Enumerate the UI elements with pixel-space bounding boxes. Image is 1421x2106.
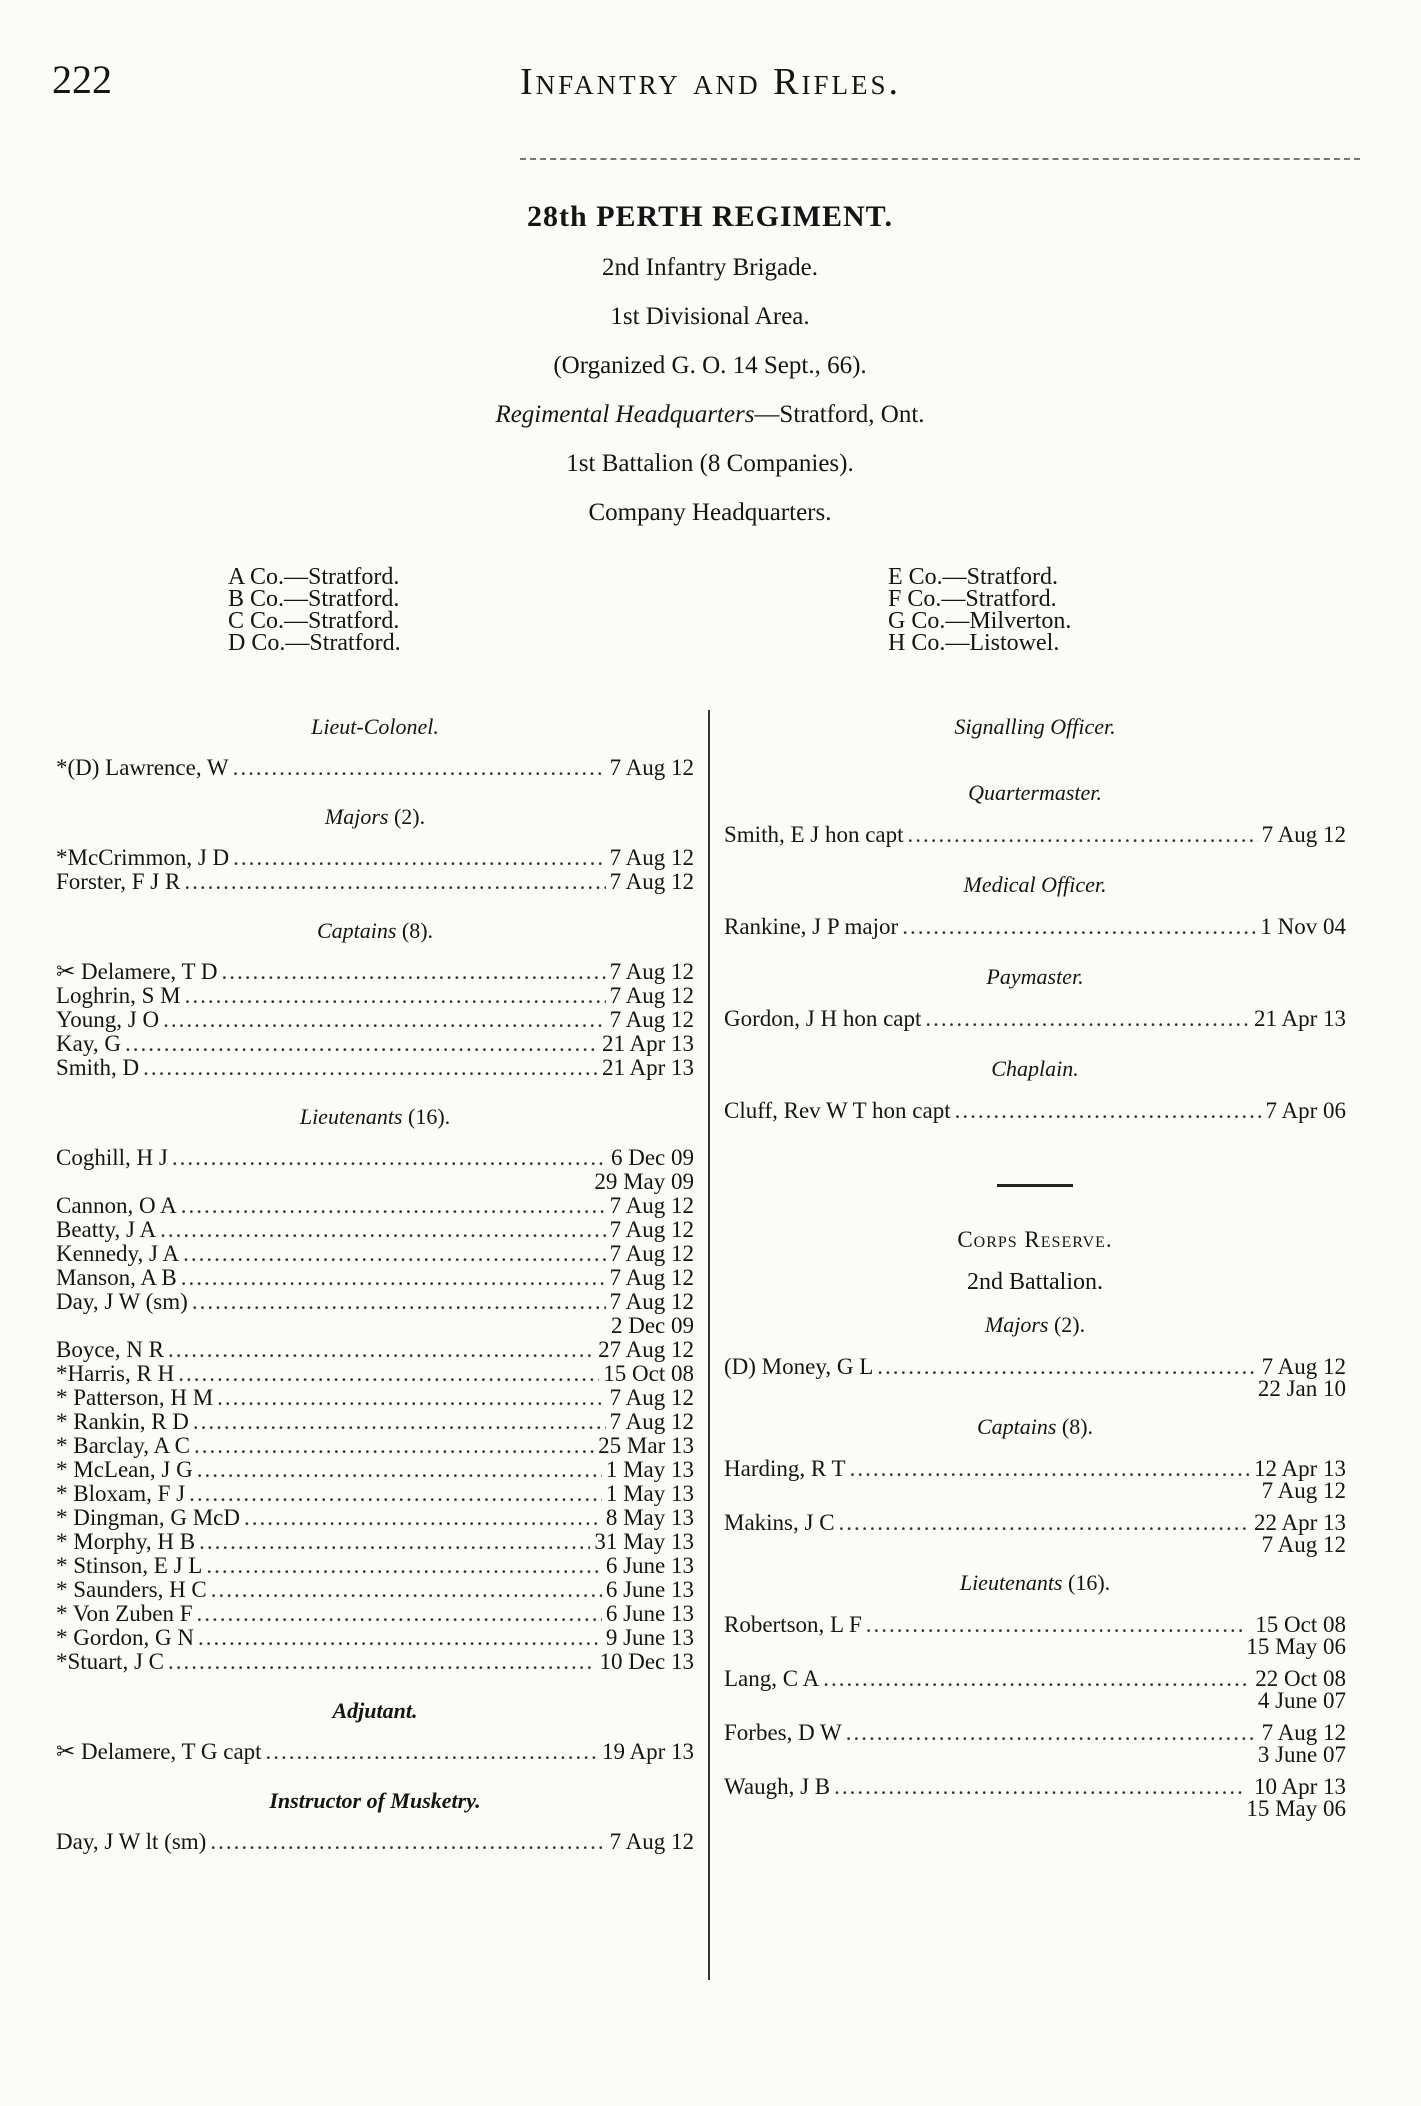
officer-name: Forbes, D W — [724, 1720, 842, 1745]
officer-name: Lang, C A — [724, 1666, 820, 1691]
leader-dots — [266, 1740, 598, 1764]
appointment-date: 7 Aug 12 — [609, 755, 694, 780]
officer-entry — [724, 1456, 1346, 1502]
appointment-date: 7 Aug 12 — [609, 1829, 694, 1854]
regiment-header — [330, 200, 1090, 548]
appointment-date: 7 Aug 12 — [1261, 1532, 1346, 1557]
officer-name: Boyce, N R — [56, 1337, 164, 1362]
leader-dots — [181, 1266, 606, 1290]
officer-name: ✂ Delamere, T G capt — [56, 1739, 262, 1764]
officer-name: Rankine, J P major — [724, 914, 899, 939]
appointment-date: 21 Apr 13 — [602, 1055, 694, 1080]
officer-entry — [56, 1338, 694, 1362]
officer-entry — [56, 1530, 694, 1554]
appointment-date: 15 Oct 08 — [603, 1361, 694, 1386]
section-heading — [56, 1698, 694, 1724]
leader-dots — [160, 1218, 606, 1242]
battalion-line: 1st Battalion (8 Companies). — [566, 450, 854, 477]
officer-entry — [724, 1006, 1346, 1032]
officer-entry — [56, 1194, 694, 1218]
officer-entry — [56, 846, 694, 870]
section-gap — [56, 1674, 694, 1684]
companies-left — [228, 566, 401, 654]
appointment-date: 1 Nov 04 — [1260, 914, 1346, 939]
section-gap — [724, 940, 1346, 950]
regiment-title: 28th PERTH REGIMENT. — [527, 200, 893, 233]
appointment-date: 6 June 13 — [605, 1553, 694, 1578]
section-heading — [724, 1312, 1346, 1338]
officer-entry — [724, 1354, 1346, 1400]
appointment-date: 6 Dec 09 — [610, 1145, 694, 1170]
section-gap — [56, 780, 694, 790]
officer-entry — [56, 1554, 694, 1578]
section-gap — [724, 1032, 1346, 1042]
officer-name: Makins, J C — [724, 1510, 835, 1535]
leader-dots — [210, 1830, 605, 1854]
officer-entry — [724, 1612, 1346, 1658]
officer-entry — [56, 1242, 694, 1266]
appointment-date: 22 Oct 08 — [1255, 1666, 1346, 1691]
section-heading-text: Lieutenants — [299, 1104, 403, 1129]
officer-name: * Barclay, A C — [56, 1433, 190, 1458]
officer-name: Forster, F J R — [56, 869, 181, 894]
regimental-hq-label: Regimental Headquarters — [495, 401, 755, 428]
leader-dots — [193, 1410, 606, 1434]
leader-dots — [185, 984, 606, 1008]
divisional-area-line: 1st Divisional Area. — [610, 303, 810, 330]
officer-entry — [56, 870, 694, 894]
appointment-date: 10 Apr 13 — [1254, 1774, 1346, 1799]
running-head: Infantry and Rifles. — [519, 61, 902, 103]
officer-entry — [56, 1266, 694, 1290]
officer-name: ✂ Delamere, T D — [56, 959, 218, 984]
leader-dots — [244, 1506, 602, 1530]
leader-dots — [908, 822, 1258, 848]
section-heading — [56, 1788, 694, 1814]
officer-name: Smith, E J hon capt — [724, 822, 904, 847]
leader-dots — [233, 756, 606, 780]
section-gap — [724, 756, 1346, 766]
officer-name: *Harris, R H — [56, 1361, 175, 1386]
header-rule — [520, 158, 1360, 160]
leader-dots — [823, 1666, 1251, 1692]
section-heading — [56, 714, 694, 740]
officer-name: Gordon, J H hon capt — [724, 1006, 922, 1031]
company-entry: B Co.—Stratford. — [228, 586, 400, 612]
leader-dots — [194, 1434, 594, 1458]
leader-dots — [184, 870, 605, 894]
appointment-date: 4 June 07 — [1257, 1688, 1346, 1713]
officer-name: *McCrimmon, J D — [56, 845, 230, 870]
section-heading-text: Paymaster. — [986, 964, 1084, 989]
officer-entry — [56, 1056, 694, 1080]
appointment-date: 7 Aug 12 — [609, 1409, 694, 1434]
appointment-date: 2 Dec 09 — [610, 1313, 694, 1338]
officer-entry — [56, 756, 694, 780]
section-gap — [56, 894, 694, 904]
officer-name: Cannon, O A — [56, 1193, 177, 1218]
brigade-line: 2nd Infantry Brigade. — [602, 254, 818, 281]
officer-entry — [56, 1314, 694, 1338]
officer-entry — [724, 1510, 1346, 1556]
appointment-dates — [1258, 1356, 1346, 1400]
leader-dots — [877, 1354, 1254, 1380]
appointment-date: 25 Mar 13 — [598, 1433, 694, 1458]
company-entry: C Co.—Stratford. — [228, 608, 400, 634]
appointment-date: 7 Aug 12 — [1261, 1720, 1346, 1745]
leader-dots — [183, 1242, 606, 1266]
company-entry: D Co.—Stratford. — [228, 630, 401, 656]
officer-entry — [56, 1032, 694, 1056]
leader-dots — [850, 1456, 1250, 1482]
section-heading-text: Corps Reserve. — [957, 1227, 1113, 1252]
company-entry: F Co.—Stratford. — [888, 586, 1057, 612]
leader-dots — [866, 1612, 1243, 1638]
officer-entry — [56, 1602, 694, 1626]
appointment-date: 7 Aug 12 — [609, 845, 694, 870]
section-heading-count: (2). — [393, 804, 426, 829]
appointment-date: 7 Aug 12 — [609, 959, 694, 984]
officer-name: * Patterson, H M — [56, 1385, 214, 1410]
section-heading — [56, 804, 694, 830]
officer-entry — [56, 1146, 694, 1170]
section-heading — [56, 1104, 694, 1130]
leader-dots — [211, 1578, 602, 1602]
leader-dots — [172, 1146, 607, 1170]
section-heading-text: Adjutant. — [332, 1698, 418, 1723]
leader-dots — [197, 1458, 602, 1482]
section-heading-text: Lieutenants — [959, 1570, 1063, 1595]
section-heading-text: Instructor of Musketry. — [269, 1788, 481, 1813]
section-heading-text: Lieut-Colonel. — [311, 714, 439, 739]
appointment-date: 10 Dec 13 — [599, 1649, 694, 1674]
section-gap — [724, 1124, 1346, 1134]
companies-right — [888, 566, 1071, 654]
section-heading-text: Chaplain. — [991, 1056, 1079, 1081]
officer-name: Waugh, J B — [724, 1774, 831, 1799]
officer-entry — [724, 914, 1346, 940]
reserve-rule — [997, 1184, 1073, 1187]
section-heading-text: Medical Officer. — [963, 872, 1107, 897]
appointment-date: 3 June 07 — [1257, 1742, 1346, 1767]
leader-dots — [197, 1602, 602, 1626]
officer-entry — [56, 1506, 694, 1530]
appointment-dates — [1254, 1512, 1346, 1556]
officer-entry — [56, 1458, 694, 1482]
appointment-date: 7 Aug 12 — [609, 1217, 694, 1242]
section-heading-text: 2nd Battalion. — [967, 1269, 1103, 1295]
appointment-date: 7 Aug 12 — [1261, 822, 1346, 847]
officer-entry — [56, 1482, 694, 1506]
officer-entry — [56, 1290, 694, 1314]
officer-entry — [56, 984, 694, 1008]
leader-dots — [221, 960, 605, 984]
officer-name: * Bloxam, F J — [56, 1481, 186, 1506]
officer-name: *(D) Lawrence, W — [56, 755, 229, 780]
officer-name: * Von Zuben F — [56, 1601, 193, 1626]
appointment-date: 22 Apr 13 — [1254, 1510, 1346, 1535]
officer-name: * Rankin, R D — [56, 1409, 189, 1434]
leader-dots — [206, 1554, 602, 1578]
officer-entry — [56, 1434, 694, 1458]
left-column — [56, 700, 694, 1864]
section-heading — [724, 1227, 1346, 1253]
section-heading-text: Captains — [316, 918, 397, 943]
appointment-date: 31 May 13 — [594, 1529, 694, 1554]
appointment-date: 27 Aug 12 — [598, 1337, 694, 1362]
leader-dots — [189, 1482, 602, 1506]
section-heading-count: (8). — [401, 918, 434, 943]
officer-name: * Dingman, G McD — [56, 1505, 240, 1530]
officer-entry — [56, 1830, 694, 1854]
officer-entry — [724, 1666, 1346, 1712]
section-heading — [724, 964, 1346, 990]
appointment-date: 7 Aug 12 — [609, 1289, 694, 1314]
leader-dots — [955, 1098, 1262, 1124]
officer-entry — [56, 960, 694, 984]
officer-name: Harding, R T — [724, 1456, 846, 1481]
appointment-date: 29 May 09 — [594, 1169, 694, 1194]
leader-dots — [198, 1626, 602, 1650]
appointment-date: 7 Aug 12 — [609, 1385, 694, 1410]
regimental-hq-line — [330, 401, 1090, 429]
appointment-date: 1 May 13 — [605, 1457, 694, 1482]
right-column — [724, 700, 1346, 1828]
appointment-date: 12 Apr 13 — [1254, 1456, 1346, 1481]
appointment-date: 7 Aug 12 — [609, 983, 694, 1008]
officer-name: Beatty, J A — [56, 1217, 157, 1242]
appointment-dates — [1255, 1668, 1346, 1712]
officer-entry — [56, 1626, 694, 1650]
officer-entry — [56, 1410, 694, 1434]
leader-dots — [217, 1386, 605, 1410]
officer-name: * Gordon, G N — [56, 1625, 194, 1650]
section-heading-text: Majors — [324, 804, 389, 829]
appointment-date: 19 Apr 13 — [602, 1739, 694, 1764]
officer-entry — [56, 1008, 694, 1032]
officer-name: (D) Money, G L — [724, 1354, 874, 1379]
company-entry: G Co.—Milverton. — [888, 608, 1072, 634]
leader-dots — [233, 846, 606, 870]
appointment-date: 21 Apr 13 — [1254, 1006, 1346, 1031]
section-gap — [56, 1854, 694, 1864]
leader-dots — [834, 1774, 1242, 1800]
section-heading — [724, 1269, 1346, 1296]
officer-name: Loghrin, S M — [56, 983, 181, 1008]
section-heading-count: (8). — [1061, 1414, 1094, 1439]
officer-entry — [56, 1218, 694, 1242]
section-heading — [724, 780, 1346, 806]
appointment-date: 7 Aug 12 — [1261, 1478, 1346, 1503]
section-heading-text: Majors — [984, 1312, 1049, 1337]
company-entry: A Co.—Stratford. — [228, 564, 400, 590]
section-heading — [724, 1570, 1346, 1596]
leader-dots — [168, 1650, 595, 1674]
section-gap — [56, 1764, 694, 1774]
section-heading-count: (16). — [1068, 1570, 1111, 1595]
officer-name: Robertson, L F — [724, 1612, 862, 1637]
appointment-date: 15 Oct 08 — [1255, 1612, 1346, 1637]
officer-name: Young, J O — [56, 1007, 160, 1032]
appointment-date: 8 May 13 — [605, 1505, 694, 1530]
section-heading-count: (2). — [1053, 1312, 1086, 1337]
leader-dots — [199, 1530, 590, 1554]
officer-entry — [724, 1098, 1346, 1124]
appointment-date: 1 May 13 — [605, 1481, 694, 1506]
appointment-date: 9 June 13 — [605, 1625, 694, 1650]
appointment-date: 15 May 06 — [1246, 1634, 1346, 1659]
officer-name: Manson, A B — [56, 1265, 177, 1290]
appointment-dates — [1254, 1458, 1346, 1502]
leader-dots — [925, 1006, 1250, 1032]
officer-entry — [724, 1720, 1346, 1766]
section-heading-text: Signalling Officer. — [954, 714, 1116, 739]
section-gap — [56, 1080, 694, 1090]
leader-dots — [143, 1056, 598, 1080]
section-heading-count: (16). — [408, 1104, 451, 1129]
appointment-date: 15 May 06 — [1246, 1796, 1346, 1821]
appointment-date: 7 Aug 12 — [1261, 1354, 1346, 1379]
officer-name: Cluff, Rev W T hon capt — [724, 1098, 951, 1123]
section-heading-text: Quartermaster. — [968, 780, 1102, 805]
appointment-date: 7 Apr 06 — [1265, 1098, 1346, 1123]
appointment-date: 7 Aug 12 — [609, 1007, 694, 1032]
leader-dots — [125, 1032, 598, 1056]
officer-name: *Stuart, J C — [56, 1649, 164, 1674]
appointment-dates — [1246, 1614, 1346, 1658]
leader-dots — [192, 1290, 606, 1314]
appointment-date: 7 Aug 12 — [609, 1193, 694, 1218]
company-entry: E Co.—Stratford. — [888, 564, 1058, 590]
organized-line: (Organized G. O. 14 Sept., 66). — [553, 352, 867, 379]
company-hq-heading: Company Headquarters. — [588, 499, 832, 526]
section-heading — [724, 714, 1346, 740]
appointment-dates — [1258, 1722, 1346, 1766]
page-number: 222 — [52, 57, 112, 102]
officer-name: Kay, G — [56, 1031, 121, 1056]
officer-entry — [56, 1578, 694, 1602]
leader-dots — [178, 1362, 599, 1386]
officer-name: * McLean, J G — [56, 1457, 193, 1482]
officer-entry — [56, 1650, 694, 1674]
officer-name: Smith, D — [56, 1055, 140, 1080]
officer-name: Kennedy, J A — [56, 1241, 180, 1266]
officer-name: * Saunders, H C — [56, 1577, 207, 1602]
leader-dots — [902, 914, 1256, 940]
section-heading — [724, 1414, 1346, 1440]
leader-dots — [846, 1720, 1254, 1746]
officer-entry — [724, 822, 1346, 848]
appointment-date: 7 Aug 12 — [609, 869, 694, 894]
appointment-date: 21 Apr 13 — [602, 1031, 694, 1056]
appointment-date: 6 June 13 — [605, 1577, 694, 1602]
company-entry: H Co.—Listowel. — [888, 630, 1060, 656]
section-heading — [724, 1056, 1346, 1082]
section-heading — [724, 872, 1346, 898]
appointment-dates — [1246, 1776, 1346, 1820]
section-heading-text: Captains — [976, 1414, 1057, 1439]
section-gap — [724, 848, 1346, 858]
officer-entry — [56, 1362, 694, 1386]
officer-entry — [56, 1740, 694, 1764]
officer-entry — [56, 1386, 694, 1410]
officer-name: Coghill, H J — [56, 1145, 168, 1170]
leader-dots — [839, 1510, 1250, 1536]
officer-entry — [724, 1774, 1346, 1820]
column-divider — [708, 710, 710, 1980]
leader-dots — [168, 1338, 594, 1362]
officer-name: * Morphy, H B — [56, 1529, 196, 1554]
appointment-date: 7 Aug 12 — [609, 1265, 694, 1290]
appointment-date: 22 Jan 10 — [1257, 1376, 1346, 1401]
officer-entry — [56, 1170, 694, 1194]
leader-dots — [181, 1194, 606, 1218]
officer-name: Day, J W (sm) — [56, 1289, 188, 1314]
appointment-date: 6 June 13 — [605, 1601, 694, 1626]
appointment-date: 7 Aug 12 — [609, 1241, 694, 1266]
officer-name: Day, J W lt (sm) — [56, 1829, 207, 1854]
leader-dots — [163, 1008, 606, 1032]
officer-name: * Stinson, E J L — [56, 1553, 203, 1578]
section-heading — [56, 918, 694, 944]
regimental-hq-value: —Stratford, Ont. — [754, 401, 925, 428]
